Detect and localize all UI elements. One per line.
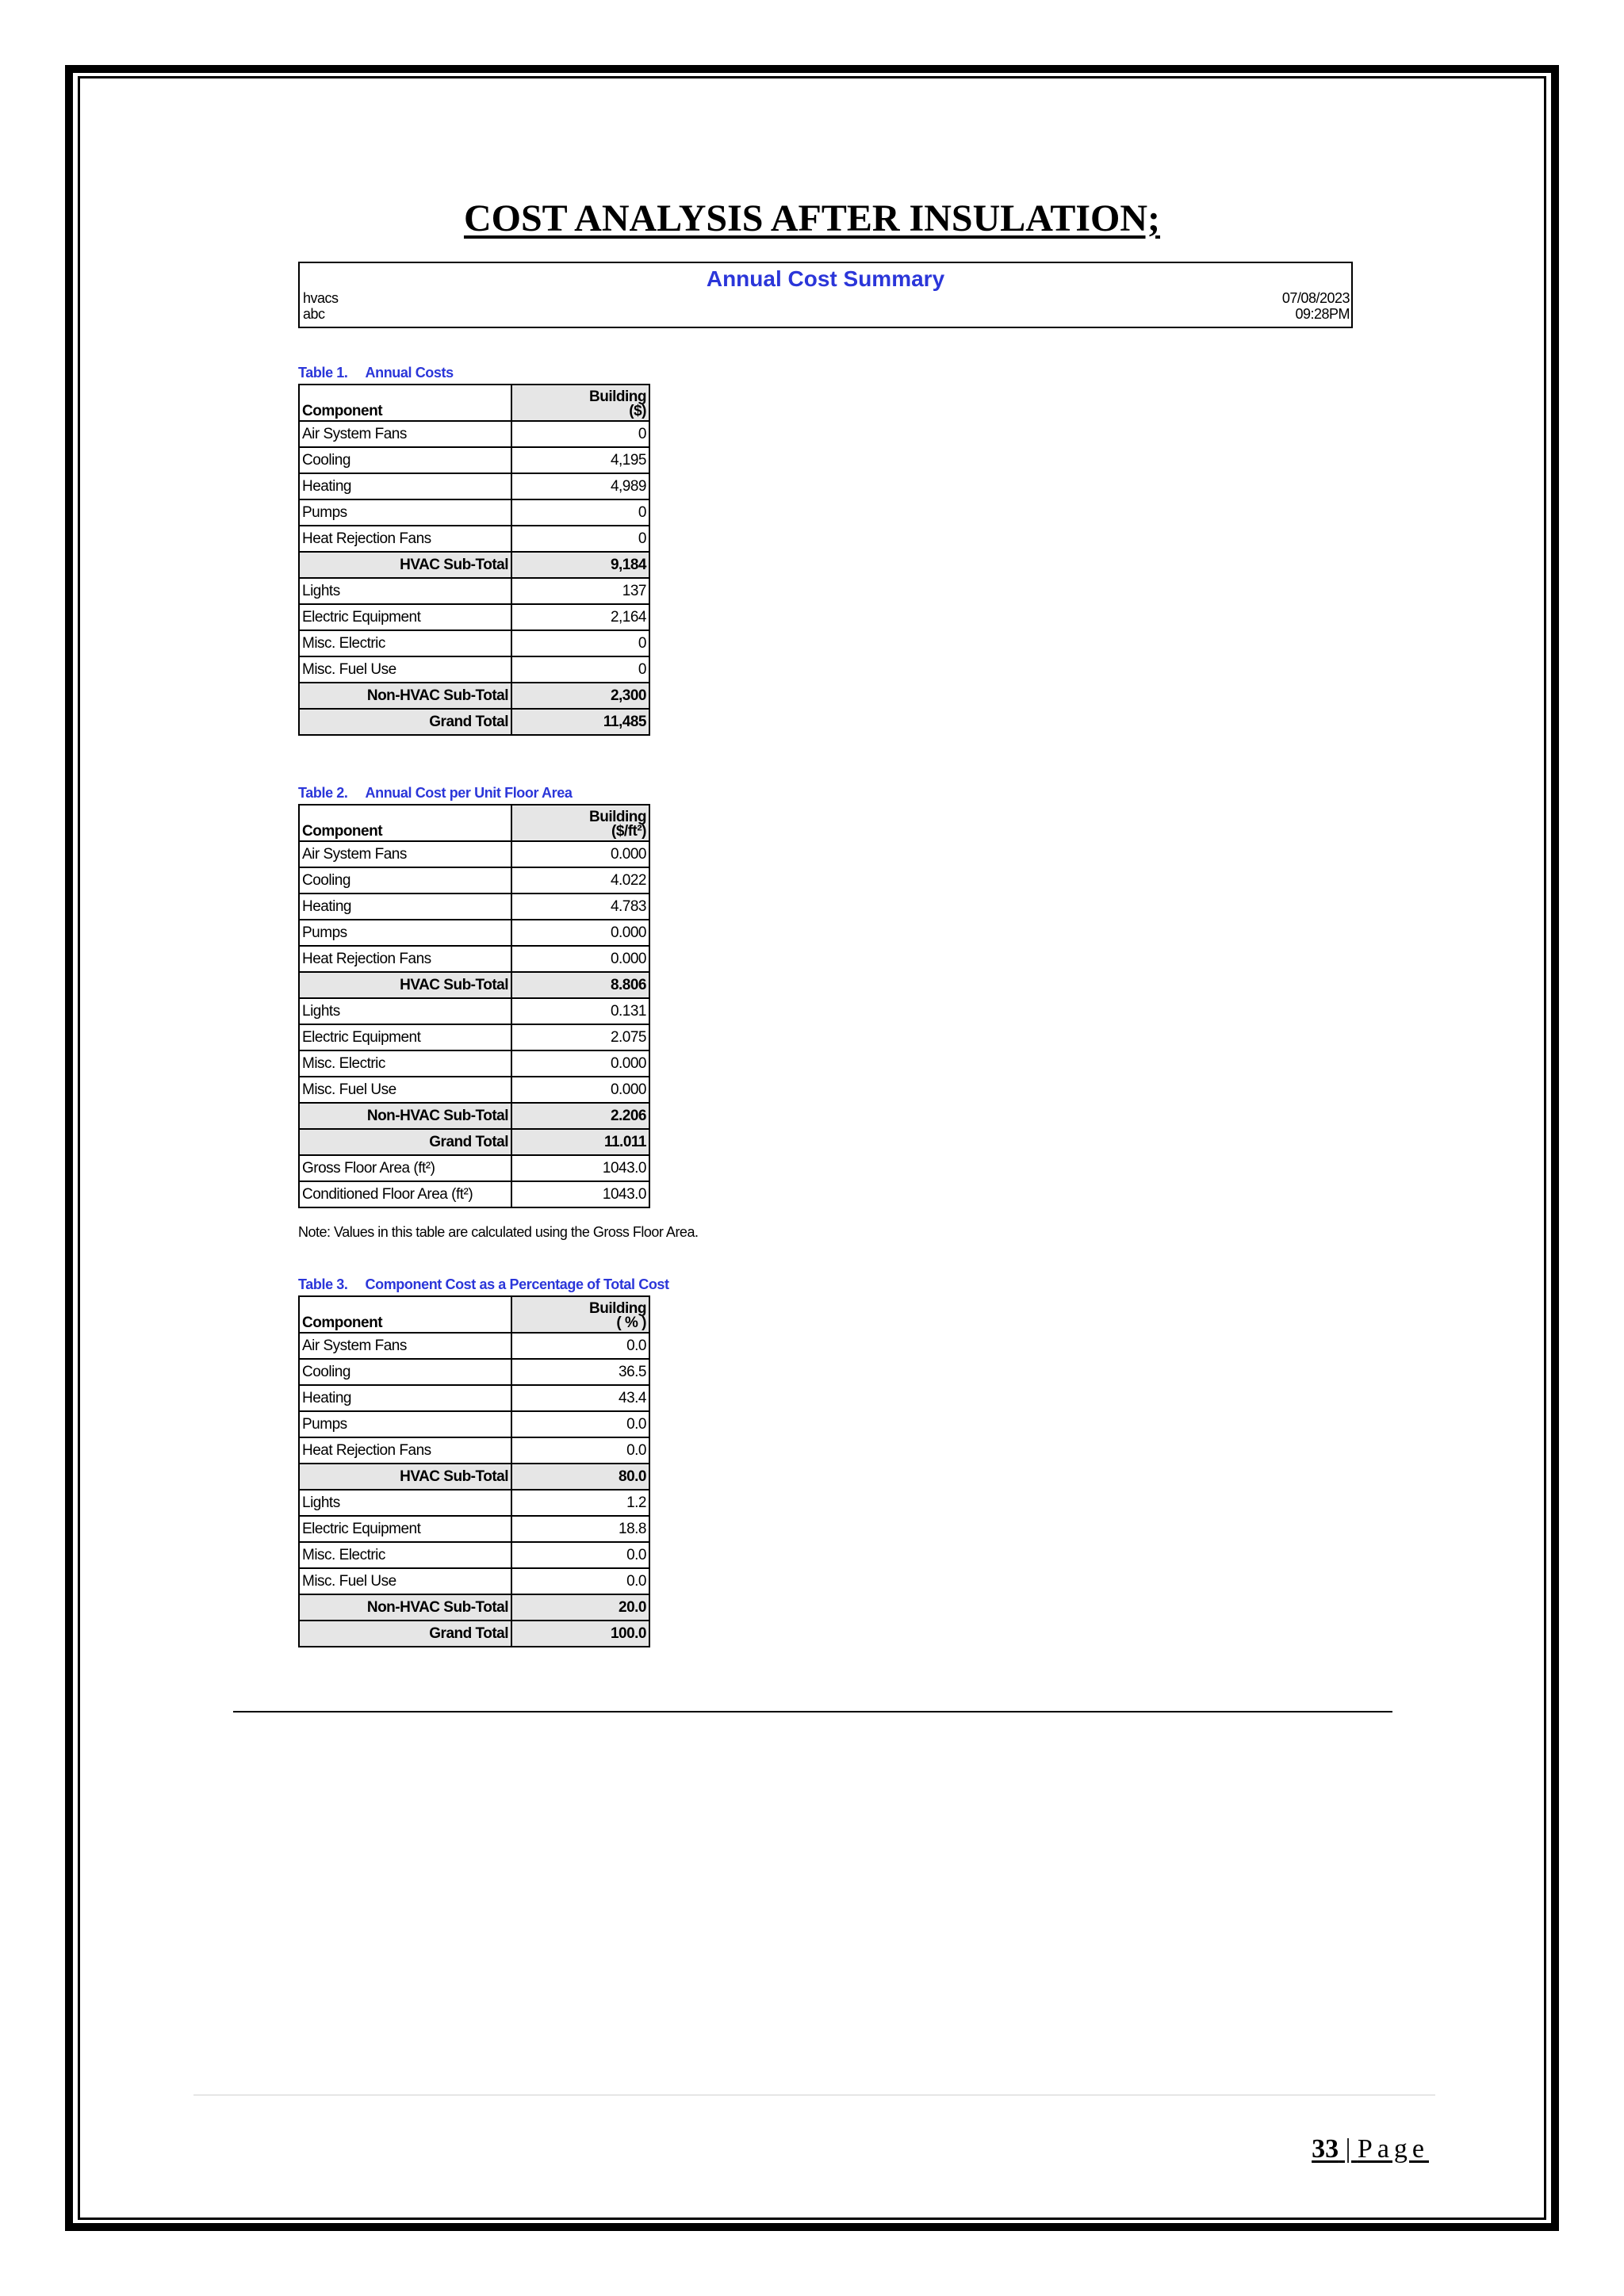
column-header-building-unit: ( % ) (616, 1314, 646, 1331)
building-value: 8.806 (511, 972, 649, 998)
project-name: hvacs (303, 290, 339, 306)
building-value: 0.0 (511, 1437, 649, 1464)
building-value: 1043.0 (511, 1155, 649, 1181)
page-title-text: COST ANALYSIS AFTER INSULATION; (463, 197, 1161, 239)
table-row (299, 552, 649, 578)
table-row (299, 630, 649, 656)
table-row (299, 1437, 649, 1464)
table-row (299, 656, 649, 683)
component-label: Grand Total (299, 1129, 511, 1155)
component-label: Pumps (299, 499, 511, 526)
table-row (299, 604, 649, 630)
building-value: 0 (511, 630, 649, 656)
page-number-separator: | (1339, 2134, 1358, 2164)
table-row (299, 1594, 649, 1621)
report-time: 09:28PM (1295, 306, 1350, 322)
table-row (299, 1129, 649, 1155)
table1-caption-num: Table 1. (298, 365, 348, 381)
table-header-row (299, 805, 649, 841)
column-header-building-line1: Building (589, 388, 646, 405)
component-label: Grand Total (299, 1621, 511, 1647)
table2-note: Note: Values in this table are calculated using the Gross Floor Area. (298, 1224, 699, 1240)
table-row (299, 998, 649, 1024)
table-row (299, 499, 649, 526)
table-row (299, 1103, 649, 1129)
building-value: 2.206 (511, 1103, 649, 1129)
table-header-row (299, 385, 649, 421)
building-value: 2.075 (511, 1024, 649, 1050)
table1-caption (298, 365, 454, 381)
building-value: 9,184 (511, 552, 649, 578)
table2-caption (298, 785, 572, 802)
component-label: Lights (299, 1490, 511, 1516)
table-row (299, 578, 649, 604)
table-row (299, 1516, 649, 1542)
building-value: 0 (511, 421, 649, 447)
table-row (299, 1490, 649, 1516)
column-header-component: Component (299, 385, 511, 421)
building-value: 0 (511, 499, 649, 526)
table-row (299, 1385, 649, 1411)
component-label: Misc. Electric (299, 630, 511, 656)
building-value: 4.783 (511, 894, 649, 920)
building-value: 0.000 (511, 946, 649, 972)
column-header-building (511, 805, 649, 841)
building-value: 0.131 (511, 998, 649, 1024)
building-value: 0 (511, 656, 649, 683)
column-header-building-line1: Building (589, 1300, 646, 1317)
component-label: Cooling (299, 867, 511, 894)
component-label: Non-HVAC Sub-Total (299, 1103, 511, 1129)
page-number (1312, 2134, 1429, 2164)
component-label: Grand Total (299, 709, 511, 735)
table-row (299, 867, 649, 894)
building-value: 0.0 (511, 1568, 649, 1594)
building-value: 0.000 (511, 920, 649, 946)
page-label: Page (1357, 2134, 1429, 2164)
cost-per-area-table (298, 804, 650, 1208)
table-row (299, 1333, 649, 1359)
table-row (299, 1050, 649, 1077)
building-value: 0.0 (511, 1333, 649, 1359)
table-row (299, 447, 649, 473)
column-header-building-unit: ($) (629, 403, 646, 419)
component-label: Heat Rejection Fans (299, 526, 511, 552)
component-label: Misc. Electric (299, 1542, 511, 1568)
prepared-by: abc (303, 306, 325, 322)
component-label: HVAC Sub-Total (299, 552, 511, 578)
component-label: Heat Rejection Fans (299, 1437, 511, 1464)
building-value: 11.011 (511, 1129, 649, 1155)
component-label: HVAC Sub-Total (299, 972, 511, 998)
table-row (299, 1024, 649, 1050)
table-row (299, 526, 649, 552)
component-label: Misc. Electric (299, 1050, 511, 1077)
building-value: 0.0 (511, 1542, 649, 1568)
component-label: Gross Floor Area (ft²) (299, 1155, 511, 1181)
table-row (299, 1155, 649, 1181)
report-header (298, 262, 1353, 328)
component-label: Misc. Fuel Use (299, 1568, 511, 1594)
component-label: HVAC Sub-Total (299, 1464, 511, 1490)
building-value: 2,164 (511, 604, 649, 630)
column-header-building-unit: ($/ft²) (611, 823, 646, 840)
table-row (299, 421, 649, 447)
table-row (299, 1359, 649, 1385)
content-divider (233, 1711, 1392, 1712)
component-label: Electric Equipment (299, 604, 511, 630)
building-value: 4,989 (511, 473, 649, 499)
table2-caption-num: Table 2. (298, 785, 348, 801)
table3-caption-num: Table 3. (298, 1276, 348, 1292)
building-value: 36.5 (511, 1359, 649, 1385)
report-date: 07/08/2023 (1281, 290, 1350, 306)
component-label: Heating (299, 473, 511, 499)
building-value: 0.0 (511, 1411, 649, 1437)
table-row (299, 920, 649, 946)
building-value: 11,485 (511, 709, 649, 735)
building-value: 1.2 (511, 1490, 649, 1516)
building-value: 0.000 (511, 1077, 649, 1103)
table-row (299, 1181, 649, 1207)
component-label: Conditioned Floor Area (ft²) (299, 1181, 511, 1207)
component-label: Cooling (299, 447, 511, 473)
column-header-building-line1: Building (589, 809, 646, 825)
table-row (299, 972, 649, 998)
table-row (299, 1542, 649, 1568)
component-label: Cooling (299, 1359, 511, 1385)
component-label: Misc. Fuel Use (299, 656, 511, 683)
column-header-building (511, 1296, 649, 1333)
component-label: Electric Equipment (299, 1516, 511, 1542)
table-row (299, 1077, 649, 1103)
cost-percentage-table (298, 1295, 650, 1647)
table3-caption-text: Component Cost as a Percentage of Total Cost (365, 1276, 669, 1292)
table-row (299, 841, 649, 867)
component-label: Pumps (299, 920, 511, 946)
table-row (299, 1568, 649, 1594)
annual-costs-table (298, 384, 650, 736)
building-value: 1043.0 (511, 1181, 649, 1207)
page-number-value: 33 (1312, 2134, 1339, 2164)
building-value: 137 (511, 578, 649, 604)
building-value: 4,195 (511, 447, 649, 473)
component-label: Pumps (299, 1411, 511, 1437)
component-label: Air System Fans (299, 421, 511, 447)
component-label: Lights (299, 998, 511, 1024)
component-label: Lights (299, 578, 511, 604)
building-value: 0.000 (511, 1050, 649, 1077)
table-header-row (299, 1296, 649, 1333)
building-value: 18.8 (511, 1516, 649, 1542)
component-label: Air System Fans (299, 1333, 511, 1359)
table2-caption-text: Annual Cost per Unit Floor Area (365, 785, 573, 801)
building-value: 100.0 (511, 1621, 649, 1647)
building-value: 4.022 (511, 867, 649, 894)
table-row (299, 1621, 649, 1647)
column-header-component: Component (299, 805, 511, 841)
component-label: Non-HVAC Sub-Total (299, 683, 511, 709)
table-row (299, 946, 649, 972)
column-header-building (511, 385, 649, 421)
table-row (299, 894, 649, 920)
table-row (299, 683, 649, 709)
report-title: Annual Cost Summary (706, 266, 945, 291)
page-title (0, 197, 1624, 240)
building-value: 0.000 (511, 841, 649, 867)
component-label: Heating (299, 894, 511, 920)
building-value: 0 (511, 526, 649, 552)
component-label: Misc. Fuel Use (299, 1077, 511, 1103)
table-row (299, 1411, 649, 1437)
table-row (299, 473, 649, 499)
component-label: Electric Equipment (299, 1024, 511, 1050)
table3-caption (298, 1276, 669, 1293)
building-value: 43.4 (511, 1385, 649, 1411)
table-row (299, 709, 649, 735)
component-label: Air System Fans (299, 841, 511, 867)
building-value: 2,300 (511, 683, 649, 709)
component-label: Heating (299, 1385, 511, 1411)
component-label: Heat Rejection Fans (299, 946, 511, 972)
column-header-component: Component (299, 1296, 511, 1333)
table1-caption-text: Annual Costs (365, 365, 454, 381)
building-value: 80.0 (511, 1464, 649, 1490)
component-label: Non-HVAC Sub-Total (299, 1594, 511, 1621)
table-row (299, 1464, 649, 1490)
building-value: 20.0 (511, 1594, 649, 1621)
